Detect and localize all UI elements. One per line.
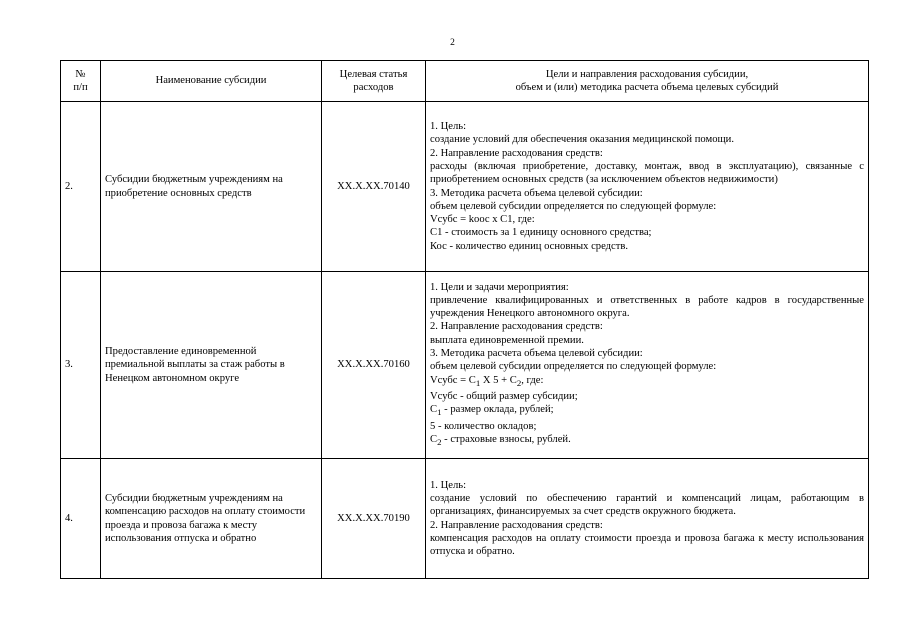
formula-middle: X 5 + C — [480, 374, 517, 386]
page-number: 2 — [450, 38, 455, 48]
formula-line: Vсубс = kоос x C1, где: — [430, 214, 535, 226]
table-row — [61, 272, 869, 459]
row-number: 2. — [61, 102, 101, 272]
formula-subscript: 2 — [516, 377, 522, 388]
desc-line: создание условий по обеспечению гарантий и компенсаций лицам, работающим в организациях, финансируемых за счет средств окружного бюджета. — [430, 492, 864, 518]
table-header-row — [61, 61, 869, 102]
desc-line: объем целевой субсидии определяется по следующей формуле: — [430, 200, 717, 212]
formula-suffix: , где: — [521, 374, 544, 386]
desc-line: Кос - количество единиц основных средств. — [430, 240, 629, 252]
desc-line: Vсубс - общий размер субсидии; — [430, 391, 578, 403]
budget-code: XX.X.XX.70160 — [322, 272, 426, 459]
desc-line: 2. Направление расходования средств: — [430, 147, 603, 159]
desc-line: 2. Направление расходования средств: — [430, 519, 603, 531]
variable-subscript: 1 — [437, 407, 442, 418]
variable-symbol: C — [430, 404, 438, 416]
variable-line — [430, 403, 864, 419]
desc-line: 1. Цели и задачи мероприятия: — [430, 281, 569, 293]
desc-line: выплата единовременной премии. — [430, 334, 584, 346]
desc-line: 3. Методика расчета объема целевой субсидии: — [430, 187, 643, 199]
subsidy-description — [426, 102, 869, 272]
subsidy-description — [426, 459, 869, 579]
budget-code: XX.X.XX.70140 — [322, 102, 426, 272]
header-name: Наименование субсидии — [101, 61, 322, 102]
table-row — [61, 459, 869, 579]
desc-line: 1. Цель: — [430, 479, 467, 491]
desc-line: 2. Направление расходования средств: — [430, 321, 603, 333]
subsidy-name: Предоставление единовременной премиальной выплаты за стаж работы в Ненецком автономном округе — [101, 272, 322, 459]
desc-line: создание условий для обеспечения оказания медицинской помощи. — [430, 134, 734, 146]
table-row — [61, 102, 869, 272]
header-num: № п/п — [61, 61, 101, 102]
formula-prefix: Vсубс = C — [430, 374, 476, 386]
desc-line: 3. Методика расчета объема целевой субсидии: — [430, 348, 643, 360]
desc-line: C1 - стоимость за 1 единицу основного средства; — [430, 227, 652, 239]
row-number: 4. — [61, 459, 101, 579]
variable-text: - размер оклада, рублей; — [441, 404, 554, 416]
variable-symbol: C — [430, 434, 438, 446]
desc-line: 1. Цель: — [430, 121, 467, 133]
desc-line: объем целевой субсидии определяется по следующей формуле: — [430, 361, 717, 373]
desc-line: расходы (включая приобретение, доставку, монтаж, ввод в эксплуатацию), связанные с приобретением основных средств (за исключением объектов недвижимости) — [430, 160, 864, 186]
row-number: 3. — [61, 272, 101, 459]
formula-subscript: 1 — [475, 377, 481, 388]
subsidy-table — [60, 60, 869, 579]
variable-text: - страховые взносы, рублей. — [441, 434, 571, 446]
subsidy-description — [426, 272, 869, 459]
subsidy-name: Субсидии бюджетным учреждениям на компенсацию расходов на оплату стоимости проезда и провоза багажа к месту использования отпуска и обратно — [101, 459, 322, 579]
header-desc: Цели и направления расходования субсидии, объем и (или) методика расчета объема целевых субсидий — [426, 61, 869, 102]
subsidy-name: Субсидии бюджетным учреждениям на приобретение основных средств — [101, 102, 322, 272]
desc-line: 5 - количество окладов; — [430, 420, 537, 432]
formula-line — [430, 374, 864, 390]
header-code: Целевая статья расходов — [322, 61, 426, 102]
variable-subscript: 2 — [437, 437, 442, 448]
budget-code: XX.X.XX.70190 — [322, 459, 426, 579]
desc-line: компенсация расходов на оплату стоимости проезда и провоза багажа к месту использования отпуска и обратно. — [430, 532, 864, 558]
desc-line: привлечение квалифицированных и ответственных в работе кадров в государственные учреждения Ненецкого автономного округа. — [430, 294, 864, 320]
variable-line — [430, 433, 864, 449]
